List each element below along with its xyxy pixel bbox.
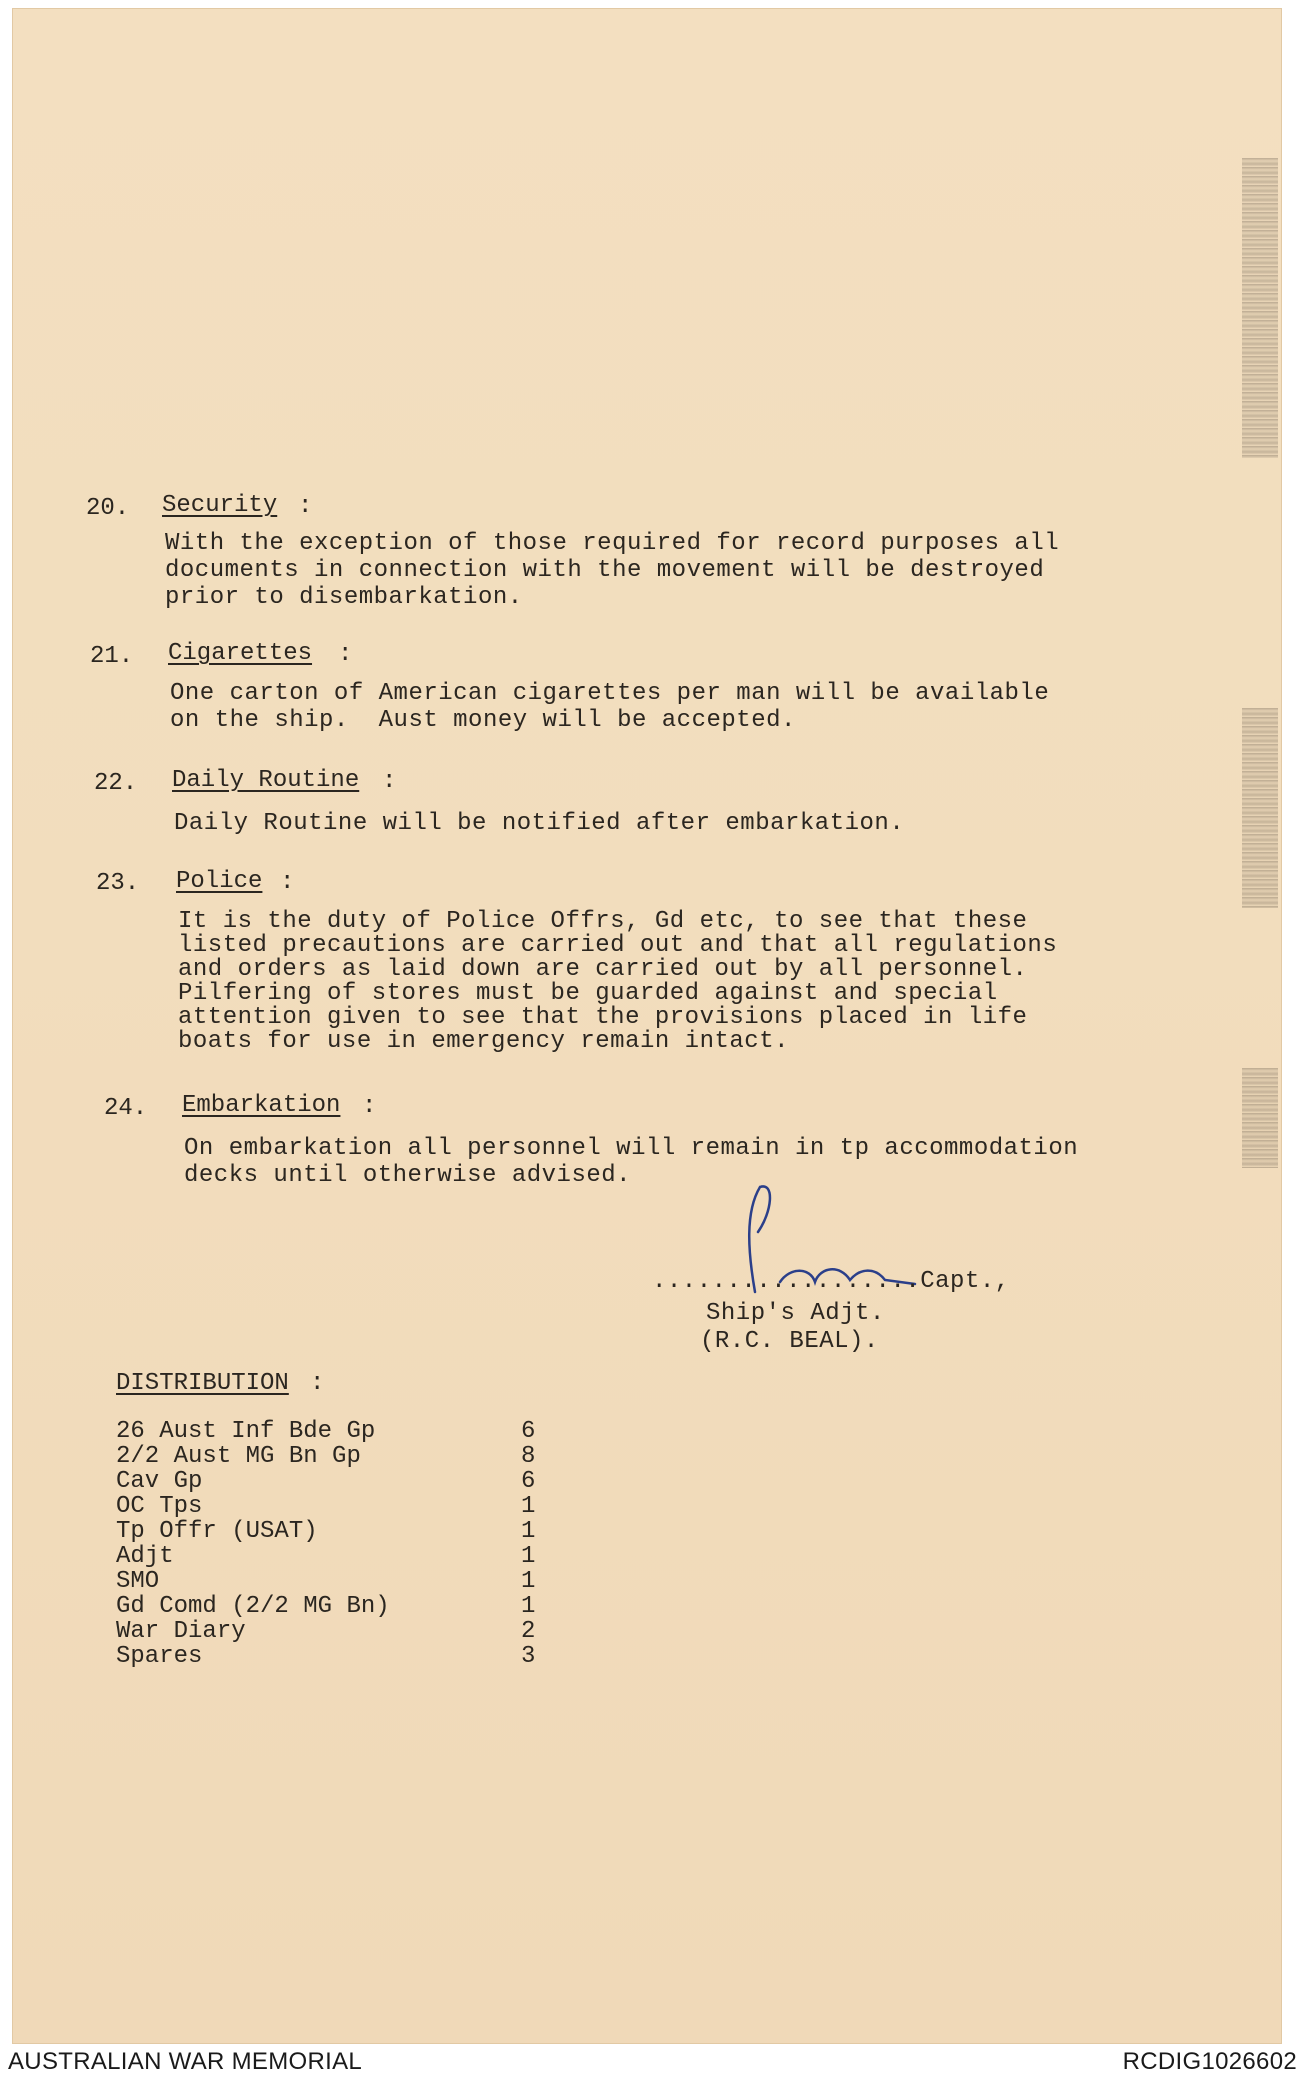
section-number: 23. (96, 870, 140, 897)
distribution-quantity: 1 (521, 1568, 536, 1595)
distribution-quantity: 8 (521, 1443, 536, 1470)
section-colon: : (280, 869, 295, 896)
distribution-recipient: Cav Gp (116, 1468, 203, 1495)
section-title: Security (162, 492, 278, 519)
section-body-line: documents in connection with the movement will be destroyed (165, 557, 1045, 584)
section-number: 24. (104, 1095, 148, 1122)
distribution-row (116, 1443, 536, 1470)
distribution-quantity: 6 (521, 1418, 536, 1445)
distribution-quantity: 6 (521, 1468, 536, 1495)
distribution-recipient: OC Tps (116, 1493, 203, 1520)
section-title: Cigarettes (168, 640, 313, 667)
distribution-row (116, 1493, 536, 1520)
section-body-line: prior to disembarkation. (165, 584, 523, 611)
section-body-line: and orders as laid down are carried out by all personnel. (178, 956, 1028, 983)
distribution-quantity: 1 (521, 1493, 536, 1520)
distribution-recipient: SMO (116, 1568, 160, 1595)
section-body-line: decks until otherwise advised. (184, 1162, 632, 1189)
distribution-row (116, 1618, 536, 1645)
signature-rank-line: ..................Capt., (652, 1268, 1010, 1295)
section-body-line: on the ship. Aust money will be accepted. (170, 707, 796, 734)
section-number: 21. (90, 643, 134, 670)
distribution-quantity: 2 (521, 1618, 536, 1645)
section-title: Police (176, 868, 263, 895)
section-colon: : (298, 493, 313, 520)
section-number: 20. (86, 495, 130, 522)
distribution-recipient: 2/2 Aust MG Bn Gp (116, 1443, 361, 1470)
section-body-line: boats for use in emergency remain intact. (178, 1028, 789, 1055)
distribution-recipient: 26 Aust Inf Bde Gp (116, 1418, 376, 1445)
distribution-colon: : (310, 1370, 325, 1397)
distribution-row (116, 1593, 536, 1620)
distribution-recipient: War Diary (116, 1618, 246, 1645)
section-body-line: It is the duty of Police Offrs, Gd etc, to see that these (178, 908, 1028, 935)
section-colon: : (362, 1093, 377, 1120)
edge-stain (1242, 1068, 1278, 1168)
section-body-line: listed precautions are carried out and that all regulations (178, 932, 1058, 959)
section-body-line: One carton of American cigarettes per man will be available (170, 680, 1050, 707)
section-number: 22. (94, 770, 138, 797)
section-colon: : (382, 768, 397, 795)
section-title: Daily Routine (172, 767, 360, 794)
distribution-recipient: Tp Offr (USAT) (116, 1518, 318, 1545)
signature-role: Ship's Adjt. (706, 1300, 885, 1327)
edge-stain (1242, 158, 1278, 458)
section-colon: : (338, 641, 353, 668)
distribution-row (116, 1468, 536, 1495)
distribution-recipient: Gd Comd (2/2 MG Bn) (116, 1593, 390, 1620)
distribution-row (116, 1518, 536, 1545)
edge-stain (1242, 708, 1278, 908)
distribution-row (116, 1643, 536, 1670)
footer-id: RCDIG1026602 (1122, 2048, 1297, 2075)
distribution-recipient: Spares (116, 1643, 203, 1670)
distribution-row (116, 1418, 536, 1445)
section-title: Embarkation (182, 1092, 341, 1119)
section-body-line: attention given to see that the provisions placed in life (178, 1004, 1028, 1031)
distribution-title: DISTRIBUTION (116, 1370, 289, 1397)
footer-source: AUSTRALIAN WAR MEMORIAL (8, 2048, 363, 2075)
distribution-recipient: Adjt (116, 1543, 174, 1570)
distribution-quantity: 1 (521, 1518, 536, 1545)
signature-name: (R.C. BEAL). (700, 1328, 879, 1355)
distribution-row (116, 1543, 536, 1570)
distribution-quantity: 1 (521, 1593, 536, 1620)
section-body-line: Daily Routine will be notified after embarkation. (174, 810, 905, 837)
section-body-line: With the exception of those required for record purposes all (165, 530, 1060, 557)
distribution-row (116, 1568, 536, 1595)
section-body-line: Pilfering of stores must be guarded against and special (178, 980, 998, 1007)
section-body-line: On embarkation all personnel will remain in tp accommodation (184, 1135, 1079, 1162)
distribution-quantity: 3 (521, 1643, 536, 1670)
distribution-quantity: 1 (521, 1543, 536, 1570)
distribution-list (116, 1418, 556, 1678)
